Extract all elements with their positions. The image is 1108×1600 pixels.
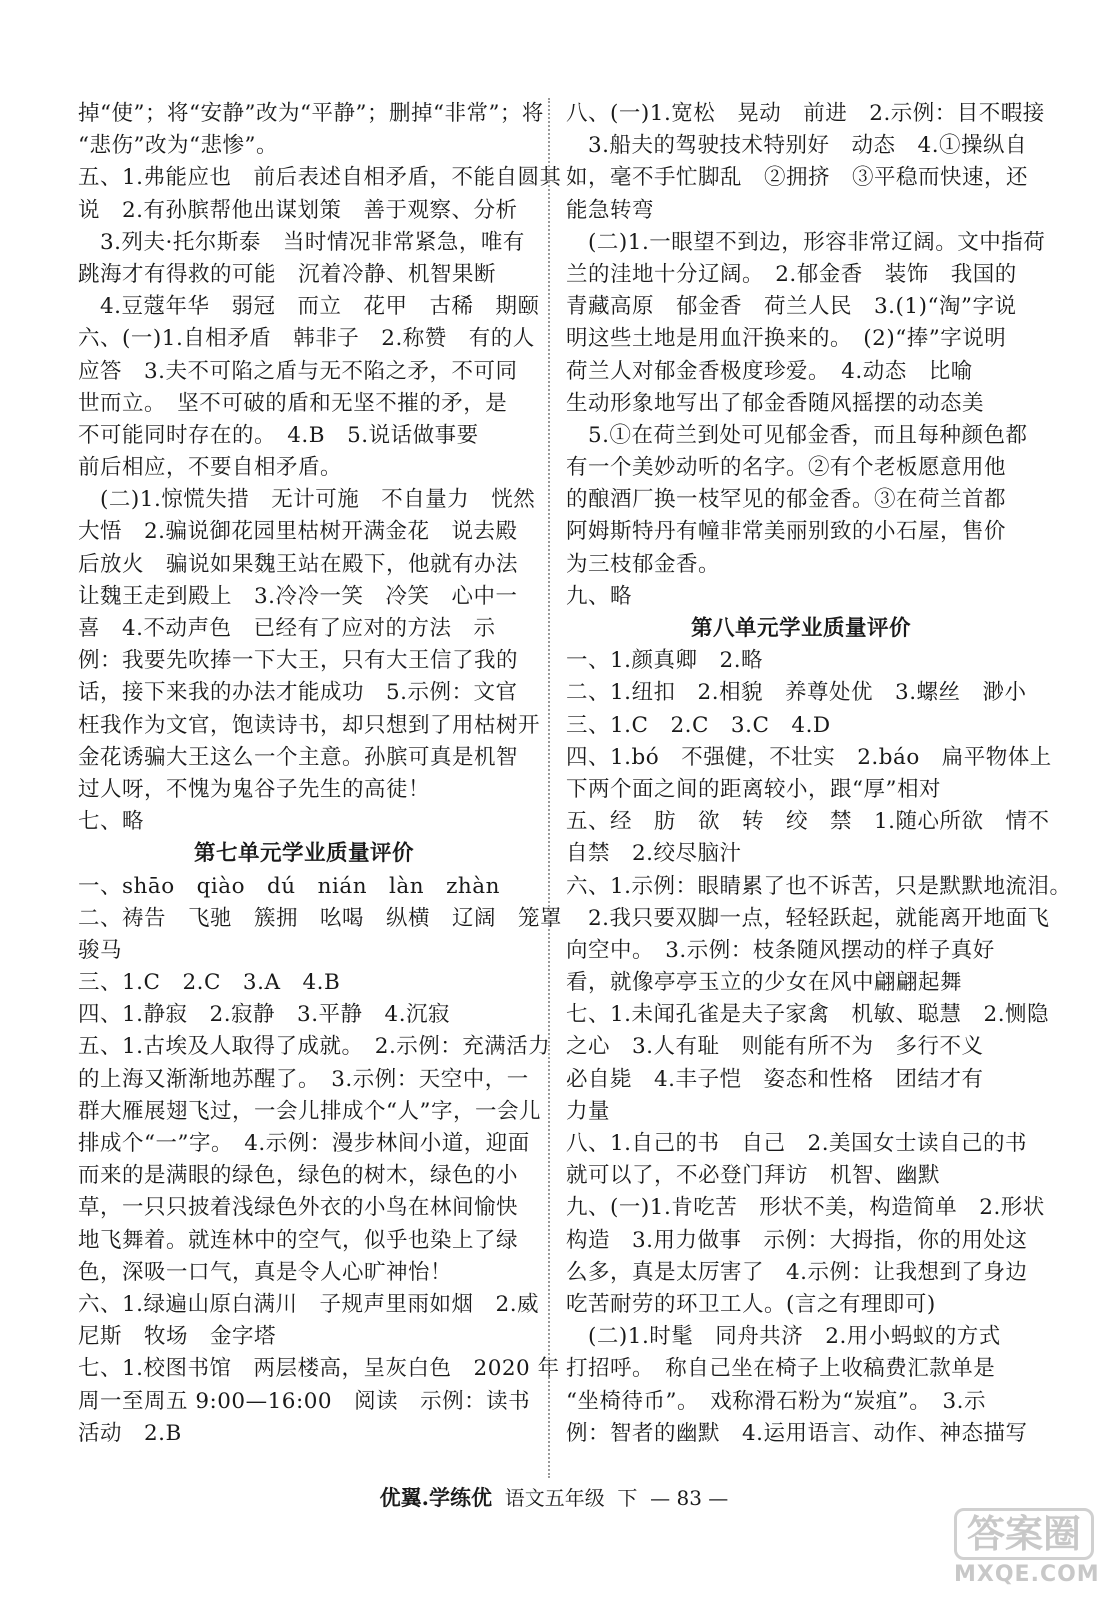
answer-line: 尼斯 牧场 金字塔 <box>78 1324 277 1350</box>
answer-line: 金花诱骗大王这么一个主意。孙膑可真是机智 <box>78 744 519 770</box>
answer-line: 草，一只只披着浅绿色外衣的小鸟在林间愉快 <box>78 1195 519 1221</box>
answer-line: 就可以了，不必登门拜访 机智、幽默 <box>566 1163 941 1189</box>
answer-line: 排成个“一”字。 4.示例：漫步林间小道，迎面 <box>78 1131 530 1156</box>
answer-line: 一、shāo qiào dú nián làn zhàn <box>78 873 500 899</box>
answer-line: 为三枝郁金香。 <box>566 551 721 577</box>
answer-line: 例：智者的幽默 4.运用语言、动作、神态描写 <box>566 1420 1028 1446</box>
answer-line: 自禁 2.绞尽脑汁 <box>566 841 742 867</box>
column-divider <box>548 98 550 1478</box>
watermark-logo <box>954 1508 1100 1588</box>
answer-line: 喜 4.不动声色 已经有了应对的方法 示 <box>78 616 496 641</box>
answer-line: 说 2.有孙膑帮他出谋划策 善于观察、分析 <box>78 197 518 223</box>
answer-line: 八、(一)1.宽松 晃动 前进 2.示例：目不暇接 <box>566 101 1045 126</box>
answer-line: 生动形象地写出了郁金香随风摇摆的动态美 <box>566 390 985 416</box>
answer-line: 能急转弯 <box>566 197 655 223</box>
answer-line: 色，深吸一口气，真是令人心旷神怡！ <box>78 1259 453 1285</box>
answer-line: 活动 2.B <box>78 1420 182 1446</box>
right-column <box>566 98 1072 1450</box>
answer-line: 大悟 2.骗说御花园里枯树开满金花 说去殿 <box>78 519 518 545</box>
answer-line: 九、略 <box>566 583 633 609</box>
answer-line: 四、1.bó 不强健，不壮实 2.báo 扁平物体上 <box>566 744 1052 770</box>
answer-line: 七、1.校图书馆 两层楼高，呈灰白色 2020 年 <box>78 1356 560 1382</box>
answer-line: 跳海才有得救的可能 沉着冷静、机智果断 <box>78 261 497 287</box>
left-column <box>78 98 563 1450</box>
answer-line: 群大雁展翅飞过，一会儿排成个“人”字，一会儿 <box>78 1098 541 1124</box>
answer-line: 五、1.古埃及人取得了成就。 2.示例：充满活力 <box>78 1034 551 1060</box>
answer-line: 看，就像亭亭玉立的少女在风中翩翩起舞 <box>566 970 963 996</box>
section-heading: 第七单元学业质量评价 <box>193 841 414 867</box>
answer-line: 青藏高原 郁金香 荷兰人民 3.(1)“淘”字说 <box>566 294 1017 320</box>
answer-line: 下两个面之间的距离较小，跟“厚”相对 <box>566 776 941 802</box>
answer-line: (二)1.惊慌失措 无计可施 不自量力 恍然 <box>78 487 536 513</box>
section-heading: 第八单元学业质量评价 <box>690 616 911 641</box>
answer-line: 如，毫不手忙脚乱 ②拥挤 ③平稳而快速，还 <box>566 165 1029 191</box>
answer-line: 话，接下来我的办法才能成功 5.示例：文官 <box>78 680 518 706</box>
answer-line: 而来的是满眼的绿色，绿色的树木，绿色的小 <box>78 1163 519 1189</box>
answer-line: 三、1.C 2.C 3.C 4.D <box>566 712 831 738</box>
answer-line: 世而立。 坚不可破的盾和无坚不摧的矛，是 <box>78 390 508 416</box>
answer-line: 有一个美妙动听的名字。②有个老板愿意用他 <box>566 455 1007 481</box>
answer-line: 周一至周五 9:00—16:00 阅读 示例：读书 <box>78 1388 531 1414</box>
answer-line: 兰的洼地十分辽阔。 2.郁金香 装饰 我国的 <box>566 261 1017 287</box>
answer-line: 吃苦耐劳的环卫工人。(言之有理即可) <box>566 1291 936 1317</box>
answer-line: 明这些土地是用血汗换来的。 (2)“捧”字说明 <box>566 326 1007 352</box>
answer-line: 的上海又渐渐地苏醒了。 3.示例：天空中，一 <box>78 1066 529 1092</box>
answer-line: 3.列夫·托尔斯泰 当时情况非常紧急，唯有 <box>78 229 525 255</box>
answer-line: 必自毙 4.丰子恺 姿态和性格 团结才有 <box>566 1066 984 1092</box>
answer-line: 骏马 <box>78 937 123 963</box>
footer-page-number: — 83 — <box>650 1486 729 1510</box>
answer-line: 五、经 肪 欲 转 绞 禁 1.随心所欲 情不 <box>566 809 1050 835</box>
answer-line: 前后相应，不要自相矛盾。 <box>78 455 343 481</box>
answer-line: “悲伤”改为“悲惨”。 <box>78 133 278 159</box>
answer-line: 三、1.C 2.C 3.A 4.B <box>78 970 341 996</box>
footer-subject: 语文五年级 <box>504 1486 605 1510</box>
answer-line: 五、1.弗能应也 前后表述自相矛盾，不能自圆其 <box>78 165 562 191</box>
answer-line: “坐椅待币”。 戏称滑石粉为“炭疽”。 3.示 <box>566 1388 986 1414</box>
answer-line: 例：我要先吹捧一下大王，只有大王信了我的 <box>78 648 519 674</box>
answer-line: 二、祷告 飞驰 簇拥 吆喝 纵横 辽阔 笼罩 <box>78 905 563 931</box>
answer-line: 一、1.颜真卿 2.略 <box>566 648 764 674</box>
answer-line: 六、1.示例：眼睛累了也不诉苦，只是默默地流泪。 <box>566 873 1072 899</box>
answer-line: 荷兰人对郁金香极度珍爱。 4.动态 比喻 <box>566 358 973 384</box>
answer-line: 构造 3.用力做事 示例：大拇指，你的用处这 <box>566 1227 1028 1253</box>
watermark-logo-text: 答案圈 <box>954 1508 1094 1560</box>
answer-line: 七、1.未闻孔雀是夫子家禽 机敏、聪慧 2.恻隐 <box>566 1002 1050 1028</box>
answer-line: 应答 3.夫不可陷之盾与无不陷之矛，不可同 <box>78 358 518 384</box>
footer-volume: 下 <box>617 1486 638 1510</box>
answer-line: 掉“使”；将“安静”改为“平静”；删掉“非常”；将 <box>78 101 544 126</box>
answer-line: (二)1.一眼望不到边，形容非常辽阔。文中指荷 <box>566 229 1046 255</box>
answer-line: 二、1.纽扣 2.相貌 养尊处优 3.螺丝 渺小 <box>566 680 1027 706</box>
page-footer <box>0 1482 1108 1512</box>
watermark-url: MXQE.COM <box>954 1562 1100 1587</box>
answer-line: (二)1.时髦 同舟共济 2.用小蚂蚁的方式 <box>566 1324 1001 1350</box>
answer-line: 力量 <box>566 1098 611 1124</box>
answer-line: 后放火 骗说如果魏王站在殿下，他就有办法 <box>78 551 519 577</box>
answer-line: 向空中。 3.示例：枝条随风摆动的样子真好 <box>566 937 995 963</box>
answer-line: 5.①在荷兰到处可见郁金香，而且每种颜色都 <box>566 422 1028 448</box>
answer-line: 之心 3.人有耻 则能有所不为 多行不义 <box>566 1034 984 1060</box>
answer-line: 让魏王走到殿上 3.冷冷一笑 冷笑 心中一 <box>78 583 518 609</box>
answer-line: 阿姆斯特丹有幢非常美丽别致的小石屋，售价 <box>566 519 1007 545</box>
answer-line: 打招呼。 称自己坐在椅子上收稿费汇款单是 <box>566 1356 996 1382</box>
answer-line: 六、1.绿遍山原白满川 子规声里雨如烟 2.威 <box>78 1291 540 1317</box>
answer-line: 过人呀，不愧为鬼谷子先生的高徒！ <box>78 776 431 802</box>
answer-line: 枉我作为文官，饱读诗书，却只想到了用枯树开 <box>78 712 541 738</box>
answer-line: 么多，真是太厉害了 4.示例：让我想到了身边 <box>566 1259 1028 1285</box>
answer-line: 九、(一)1.肯吃苦 形状不美，构造简单 2.形状 <box>566 1195 1045 1221</box>
footer-brand: 优翼.学练优 <box>379 1485 492 1510</box>
answer-line: 4.豆蔻年华 弱冠 而立 花甲 古稀 期颐 <box>78 294 540 320</box>
answer-line: 八、1.自己的书 自己 2.美国女士读自己的书 <box>566 1131 1028 1156</box>
answer-line: 六、(一)1.自相矛盾 韩非子 2.称赞 有的人 <box>78 326 535 352</box>
answer-line: 的酿酒厂换一枝罕见的郁金香。③在荷兰首都 <box>566 487 1007 513</box>
answer-line: 四、1.静寂 2.寂静 3.平静 4.沉寂 <box>78 1002 451 1028</box>
answer-line: 地飞舞着。就连林中的空气，似乎也染上了绿 <box>78 1227 519 1253</box>
answer-line: 不可能同时存在的。 4.B 5.说话做事要 <box>78 422 479 448</box>
answer-line: 2.我只要双脚一点，轻轻跃起，就能离开地面飞 <box>566 905 1050 931</box>
answer-line: 七、略 <box>78 809 145 835</box>
answer-line: 3.船夫的驾驶技术特别好 动态 4.①操纵自 <box>566 133 1028 159</box>
